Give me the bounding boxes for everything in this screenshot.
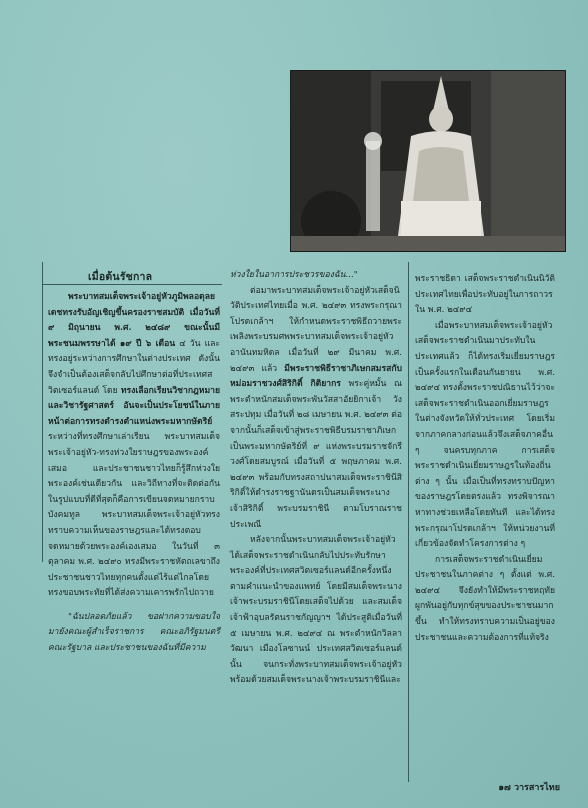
column-1	[48, 290, 220, 657]
page-footer: ๑๗ วารสารไทย	[498, 783, 560, 793]
paragraph-2	[230, 284, 402, 534]
quote-paragraph: "ฉันปลอดภัยแล้ว ขอฝากความขอบใจมายังคณะผู้สำเร็จราชการ คณะอภิรัฐมนตรี คณะรัฐบาล และประชาชนของฉันที่มีความ	[48, 611, 220, 654]
section-heading: เมื่อต้นรัชกาล	[88, 271, 153, 283]
quote-end: ห่วงใยในอาการประชวรของฉัน..."	[230, 270, 358, 280]
paragraph-1	[48, 290, 220, 602]
portrait-image	[291, 71, 565, 251]
column-rule-left	[42, 262, 43, 562]
paragraph-5: เมื่อพระบาทสมเด็จพระเจ้าอยู่หัวเสด็จพระราชดำเนินมาประทับในประเทศแล้ว ก็ได้ทรงเริ่มเยี่ยมราษฎรเป็นครั้งแรกในเดือนกันยายน พ.ศ. ๒๔๙๔ ทรงตั้งพระราชปณิธานไว้ว่าจะเสด็จพระราชดำเนินออกเยี่ยมราษฎรในต่างจังหวัดให้ทั่วประเทศ โดยเริ่มจากภาคกลางก่อนแล้วจึงเสด็จภาคอื่น ๆ จนครบทุกภาค การเสด็จพระราชดำเนินเยี่ยมราษฎรในท้องถิ่นต่าง ๆ นั้น เมื่อเป็นที่ทรงทราบปัญหาของราษฎรโดยตรงแล้ว ทรงพิจารณาหาทางช่วยเหลือโดยทันที และได้ทรงพระกรุณาโปรดเกล้าฯ ให้หน่วยงานที่เกี่ยวข้องจัดทำโครงการต่าง ๆ	[415, 320, 555, 550]
lead-bold-text: พระบาทสมเด็จพระเจ้าอยู่หัวภูมิพลอดุลยเดชทรงรับอัญเชิญขึ้นครองราชสมบัติ เมื่อวันที่ ๙ มิถุนายน พ.ศ. ๒๔๘๙ ขณะนั้นมีพระชนมพรรษาได้ ๑๙ ปี ๖ เดือน	[48, 292, 220, 349]
paragraph-1-text: ๔ วัน และทรงอยู่ระหว่างการศึกษาในต่างประเทศ ดังนั้นจึงจำเป็นต้องเสด็จกลับไปศึกษาต่อที่ประเทศสวิตเซอร์แลนด์ โดย	[48, 338, 220, 396]
paragraph-2-text: ต่อมาพระบาทสมเด็จพระเจ้าอยู่หัวเสด็จนิวัติประเทศไทยเมื่อ พ.ศ. ๒๔๙๓ ทรงพระกรุณาโปรดเกล้าฯ ให้กำหนดพระราชพิธีถวายพระเพลิงพระบรมศพพระบาทสมเด็จพระเจ้าอยู่หัวอานันทมหิดล เมื่อวันที่ ๒๙ มีนาคม พ.ศ. ๒๔๙๓ แล้ว	[230, 285, 402, 374]
paragraph-3: หลังจากนั้นพระบาทสมเด็จพระเจ้าอยู่หัวได้เสด็จพระราชดำเนินกลับไปประทับรักษาพระองค์ที่ประเทศสวิตเซอร์แลนด์อีกครั้งหนึ่งตามคำแนะนำของแพทย์ โดยมีสมเด็จพระนางเจ้าพระบรมราชินีโดยเสด็จไปด้วย และสมเด็จเจ้าฟ้าอุบลรัตนราชกัญญาฯ ได้ประสูติเมื่อวันที่ ๕ เมษายน พ.ศ. ๒๔๙๔ ณ พระตำหนักวิลลาวัฒนา เมืองโลซานน์ ประเทศสวิตเซอร์แลนด์นั้น จนกระทั่งพระบาทสมเด็จพระเจ้าอยู่หัวพร้อมด้วยสมเด็จพระนางเจ้าพระบรมราชินีและ	[230, 535, 402, 686]
paragraph-1-bold-text: ทรงเลือกเรียนวิชากฎหมายและวิชารัฐศาสตร์ อันจะเป็นประโยชน์ในภายหน้าต่อการทรงดำรงตำแหน่งพระมหากษัตริย์	[48, 385, 220, 427]
column-2	[230, 268, 402, 689]
paragraph-6: การเสด็จพระราชดำเนินเยี่ยมประชาชนในภาคต่าง ๆ ตั้งแต่ พ.ศ. ๒๔๙๔ จึงยังทำให้มีพระราชหฤทัยผูกพันอยู่กับทุกข์สุขของประชาชนมากขึ้น ทำให้ทรงทราบความเป็นอยู่ของประชาชนและความต้องการที่แท้จริง	[415, 554, 555, 643]
paragraph-4: พระราชธิดา เสด็จพระราชดำเนินนิวัติประเทศไทยเพื่อประทับอยู่ในการถาวร ใน พ.ศ. ๒๔๙๔	[415, 274, 555, 316]
paragraph-2-bold: มีพระราชพิธีราชาภิเษกสมรสกับหม่อมราชวงศ์สิริกิติ์ กิติยากร	[230, 363, 402, 390]
paragraph-1-tail: ระหว่างที่ทรงศึกษาเล่าเรียน พระบาทสมเด็จพระเจ้าอยู่หัว-ทรงห่วงใยราษฎรของพระองค์เสมอ และประชาชนชาวไทยก็รู้สึกห่วงใยพระองค์เช่นเดียวกัน และวิถีทางที่จะติดต่อกันในรูปแบบที่ดีที่สุดก็คือการเขียนจดหมายกราบบังคมทูล พระบาทสมเด็จพระเจ้าอยู่หัวทรงทราบความเห็นของราษฎรและได้ทรงตอบจดหมายด้วยพระองค์เองเสมอ ในวันที่ ๓ ตุลาคม พ.ศ. ๒๔๙๐ ทรงมีพระราชหัตถเลขาถึงประชาชนชาวไทยทุกคนตั้งแต่ไร้แต่ไกลโดยทรงขอบพระทัยที่ได้ส่งความเคารพรักไปถวาย	[48, 432, 220, 599]
column-3	[415, 272, 555, 646]
royal-portrait-photo	[290, 70, 566, 252]
paragraph-2-rest: พระคู่หมั้น ณ พระตำหนักสมเด็จพระพันวัสสาอัยยิกาเจ้า วังสระปทุม เมื่อวันที่ ๒๘ เมษายน พ.ศ. ๒๔๙๓ ต่อจากนั้นก็เสด็จเข้าสู่พระราชพิธีบรมราชาภิเษก เป็นพระมหากษัตริย์ที่ ๙ แห่งพระบรมราชจักรีวงศ์โดยสมบูรณ์ เมื่อวันที่ ๕ พฤษภาคม พ.ศ. ๒๔๙๓ พร้อมกับทรงสถาปนาสมเด็จพระราชินีสิริกิติ์ให้ดำรงราชฐานันดรเป็นสมเด็จพระนางเจ้าสิริกิติ์ พระบรมราชินี ตามโบราณราชประเพณี	[230, 379, 402, 530]
column-rule-right	[408, 262, 409, 782]
